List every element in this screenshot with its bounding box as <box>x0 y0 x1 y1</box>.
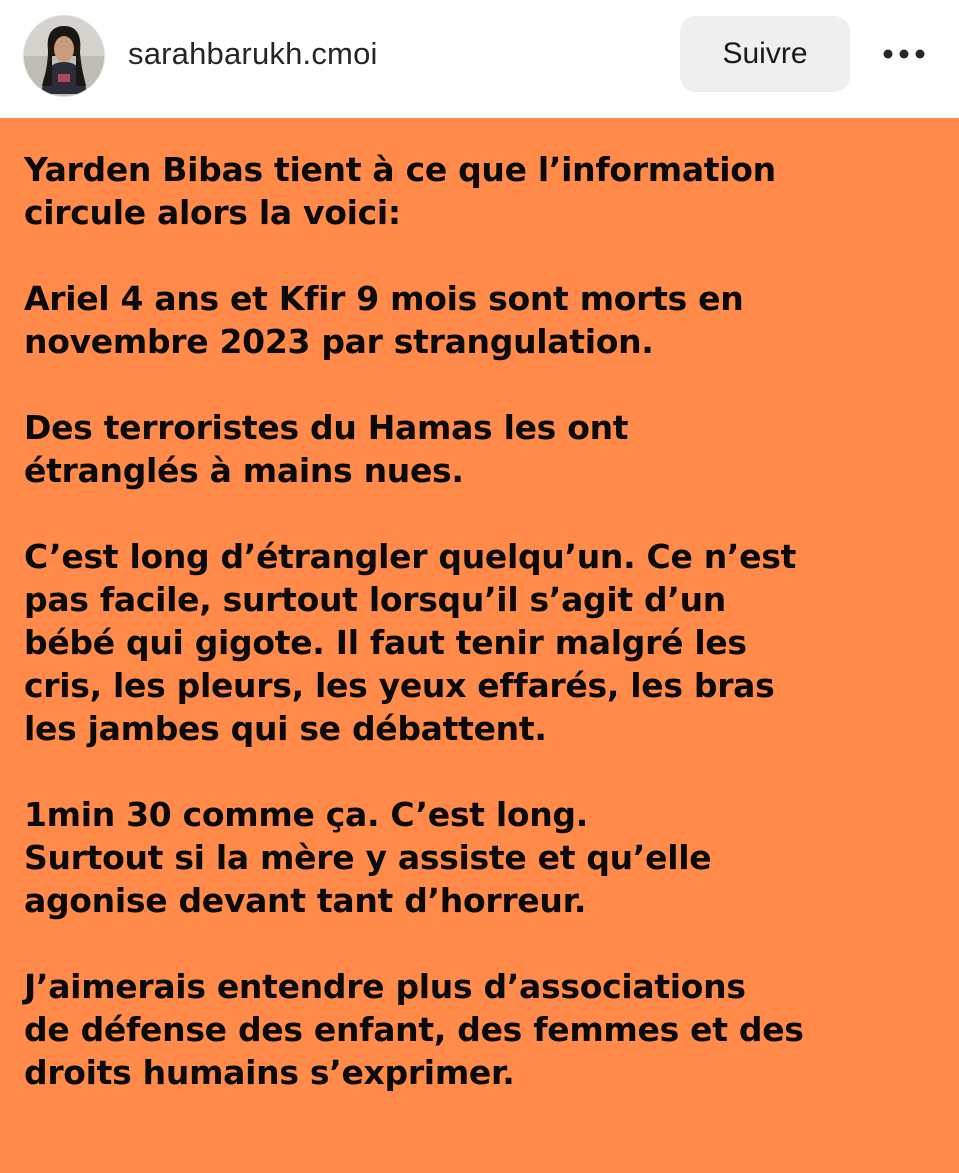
post-paragraph: Des terroristes du Hamas les ont étranglés à mains nues. <box>24 408 629 490</box>
follow-button[interactable]: Suivre <box>680 16 850 92</box>
more-options-button[interactable] <box>872 30 936 78</box>
post-paragraph: C’est long d’étrangler quelqu’un. Ce n’est pas facile, surtout lorsqu’il s’agit d’un bébé qui gigote. Il faut tenir malgré les cris, les pleurs, les yeux effarés, les bras les jambes qui se débattent. <box>24 537 797 748</box>
post-paragraph: 1min 30 comme ça. C’est long. Surtout si la mère y assiste et qu’elle agonise devant tant d’horreur. <box>24 795 712 920</box>
username[interactable]: sarahbarukh.cmoi <box>128 36 378 71</box>
post-paragraph: J’aimerais entendre plus d’associations de défense des enfant, des femmes et des droits humains s’exprimer. <box>24 967 804 1092</box>
post-paragraph: Ariel 4 ans et Kfir 9 mois sont morts en novembre 2023 par strangulation. <box>24 279 744 361</box>
post-image <box>0 118 959 1173</box>
post-paragraph: Yarden Bibas tient à ce que l’information circule alors la voici: <box>24 150 776 232</box>
avatar[interactable] <box>24 16 104 96</box>
post-header <box>0 0 959 118</box>
post-text <box>24 148 944 1137</box>
profile-photo-icon <box>24 16 104 96</box>
ellipsis-horizontal-icon <box>882 48 926 60</box>
